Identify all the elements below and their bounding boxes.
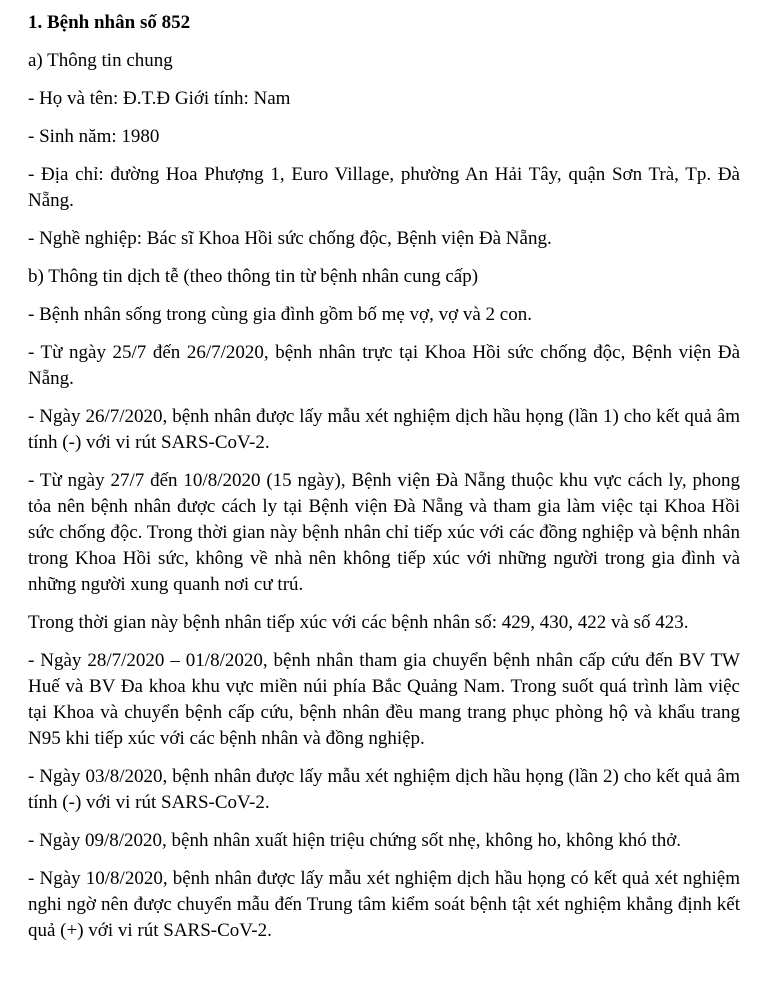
second-test-paragraph: - Ngày 03/8/2020, bệnh nhân được lấy mẫu xét nghiệm dịch hầu họng (lần 2) cho kết quả âm tính (-) với vi rút SARS-CoV-2. — [28, 766, 740, 813]
occupation-line: - Nghề nghiệp: Bác sĩ Khoa Hồi sức chống độc, Bệnh viện Đà Nẵng. — [28, 228, 552, 249]
transfer-paragraph: - Ngày 28/7/2020 – 01/8/2020, bệnh nhân tham gia chuyển bệnh nhân cấp cứu đến BV TW Huế và BV Đa khoa khu vực miền núi phía Bắc Quảng Nam. Trong suốt quá trình làm việc tại Khoa và chuyển bệnh cấp cứu, bệnh nhân đều mang trang phục phòng hộ và khẩu trang N95 khi tiếp xúc với các bệnh nhân và đồng nghiệp. — [28, 650, 740, 749]
duty-paragraph: - Từ ngày 25/7 đến 26/7/2020, bệnh nhân trực tại Khoa Hồi sức chống độc, Bệnh viện Đà Nẵng. — [28, 342, 740, 389]
patient-title: 1. Bệnh nhân số 852 — [28, 12, 191, 33]
section-b-heading: b) Thông tin dịch tễ (theo thông tin từ bệnh nhân cung cấp) — [28, 266, 479, 287]
third-test-paragraph: - Ngày 10/8/2020, bệnh nhân được lấy mẫu xét nghiệm dịch hầu họng có kết quả xét nghiệm nghi ngờ nên được chuyển mẫu đến Trung tâm kiểm soát bệnh tật xét nghiệm khẳng định kết quả (+) với vi rút SARS-CoV-2. — [28, 868, 740, 941]
name-gender-line: - Họ và tên: Đ.T.Đ Giới tính: Nam — [28, 88, 291, 109]
family-line: - Bệnh nhân sống trong cùng gia đình gồm bố mẹ vợ, vợ và 2 con. — [28, 304, 532, 325]
first-test-paragraph: - Ngày 26/7/2020, bệnh nhân được lấy mẫu xét nghiệm dịch hầu họng (lần 1) cho kết quả âm tính (-) với vi rút SARS-CoV-2. — [28, 406, 740, 453]
isolation-paragraph: - Từ ngày 27/7 đến 10/8/2020 (15 ngày), Bệnh viện Đà Nẵng thuộc khu vực cách ly, phong tỏa nên bệnh nhân được cách ly tại Bệnh viện Đà Nẵng và tham gia làm việc tại Khoa Hồi sức chống độc. Trong thời gian này bệnh nhân chỉ tiếp xúc với các đồng nghiệp và bệnh nhân trong Khoa Hồi sức, không về nhà nên không tiếp xúc với những người trong gia đình và những người xung quanh nơi cư trú. — [28, 470, 740, 595]
address-line: - Địa chỉ: đường Hoa Phượng 1, Euro Village, phường An Hải Tây, quận Sơn Trà, Tp. Đà Nẵng. — [28, 164, 740, 211]
contacts-paragraph: Trong thời gian này bệnh nhân tiếp xúc với các bệnh nhân số: 429, 430, 422 và số 423. — [28, 612, 689, 633]
symptoms-paragraph: - Ngày 09/8/2020, bệnh nhân xuất hiện triệu chứng sốt nhẹ, không ho, không khó thở. — [28, 830, 682, 851]
birth-year-line: - Sinh năm: 1980 — [28, 126, 160, 147]
section-a-heading: a) Thông tin chung — [28, 50, 173, 71]
